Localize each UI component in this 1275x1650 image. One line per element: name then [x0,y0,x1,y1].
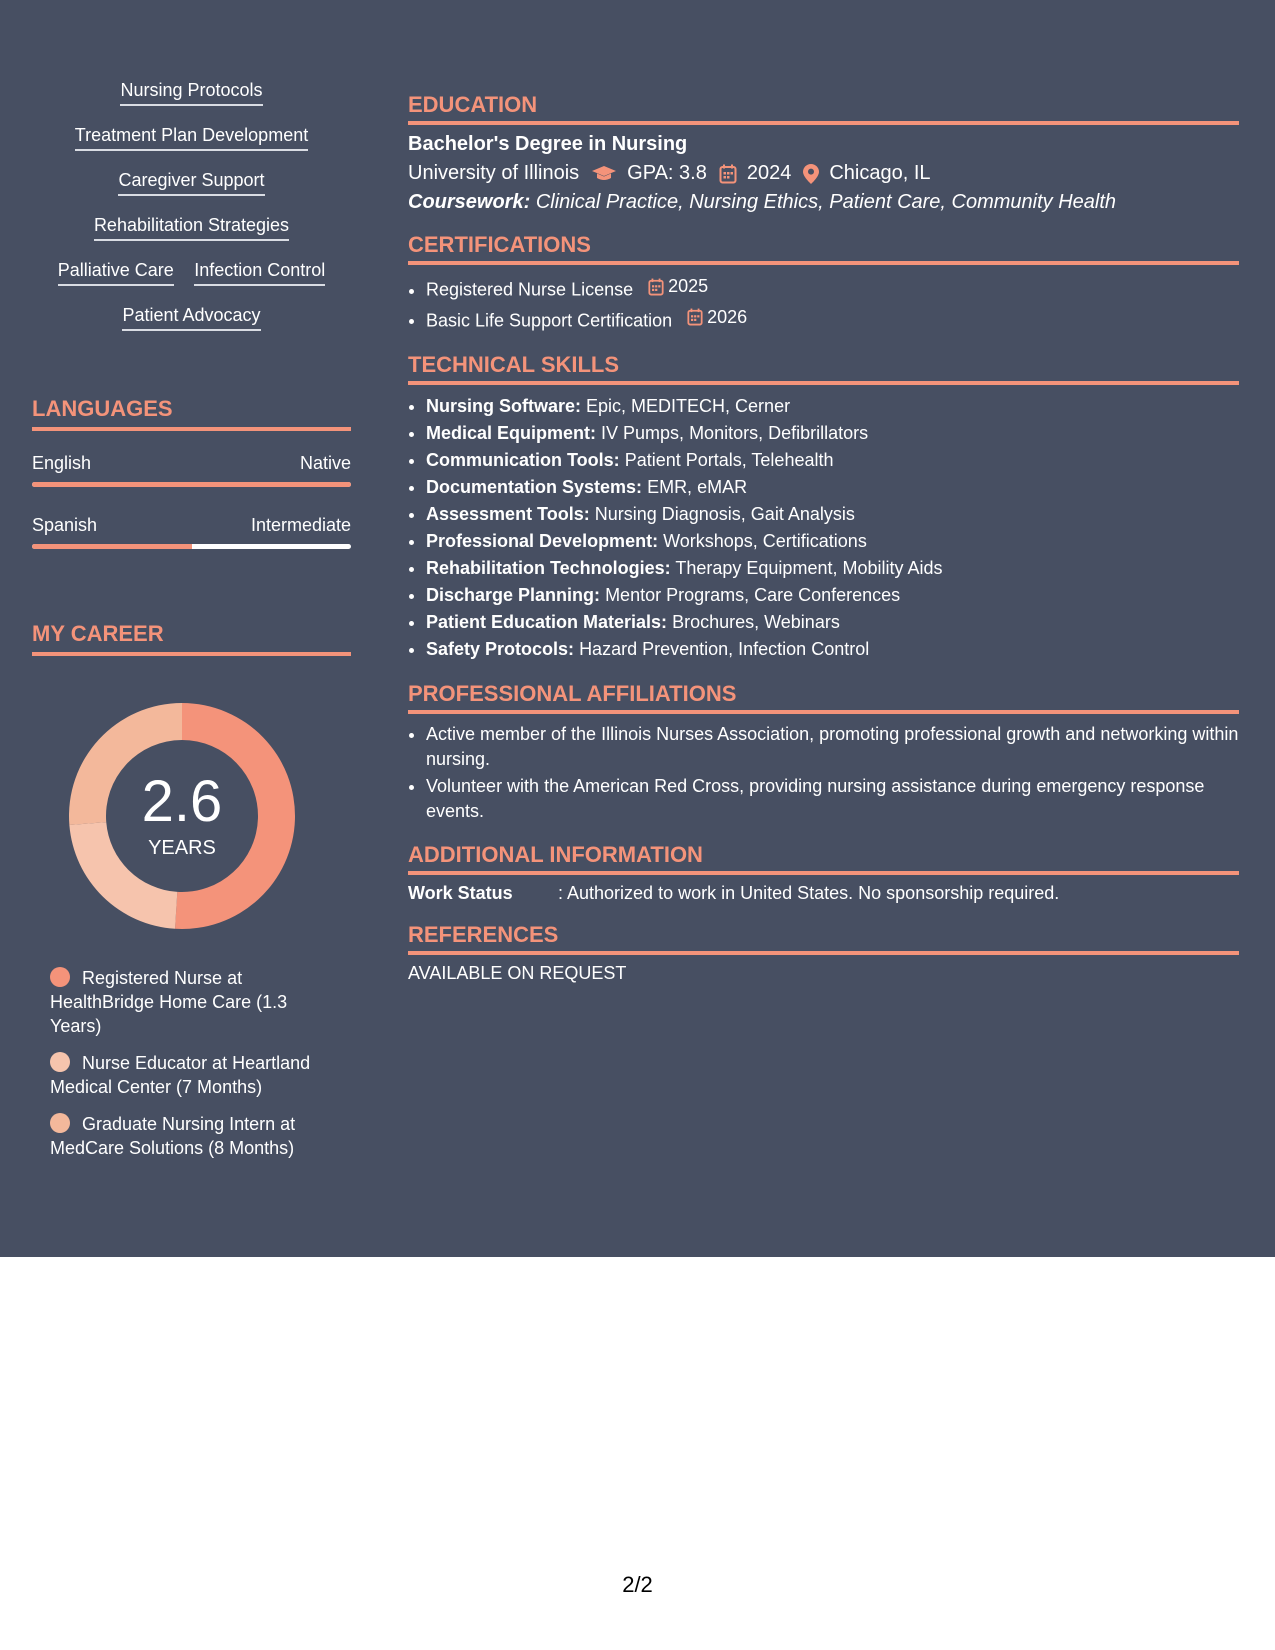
affiliations-section [408,681,1239,824]
technical-skill-item [426,609,1239,636]
certification-year: 2026 [707,306,748,327]
skill-tag: Nursing Protocols [120,80,262,106]
technical-skill-item [426,420,1239,447]
skill-category: Discharge Planning: [426,585,601,605]
work-status-row [408,883,1239,904]
calendar-icon [719,164,737,184]
legend-dot-icon [50,967,70,987]
coursework-label: Coursework: [408,191,531,213]
location-pin-icon [803,164,819,184]
legend-dot-icon [50,1052,70,1072]
languages-section [32,396,351,549]
skill-values: Brochures, Webinars [672,612,840,632]
technical-skills-section [408,352,1239,663]
language-proficiency-bar [32,482,351,487]
skill-row [32,125,351,170]
career-heading: MY CAREER [32,621,351,656]
skill-row [32,215,351,260]
coursework-list: Clinical Practice, Nursing Ethics, Patient Care, Community Health [535,191,1117,213]
references-section [408,922,1239,984]
references-text: AVAILABLE ON REQUEST [408,963,627,983]
skill-tag: Patient Advocacy [122,305,260,331]
certification-year: 2025 [668,276,709,296]
technical-skill-item [426,501,1239,528]
certification-name: Registered Nurse License [426,279,634,300]
calendar-icon [648,278,664,296]
education-section [408,92,1239,214]
technical-skill-item [426,555,1239,582]
skill-values: Workshops, Certifications [663,531,867,551]
graduation-year: 2024 [746,162,792,184]
skill-tag: Rehabilitation Strategies [94,215,289,241]
technical-skill-item [426,447,1239,474]
certification-name: Basic Life Support Certification [426,310,673,330]
skills-list [32,80,351,350]
technical-skills-heading: TECHNICAL SKILLS [408,352,1239,385]
language-level: Intermediate [250,515,351,535]
skill-category: Medical Equipment: [426,423,597,443]
career-donut-center [62,696,302,936]
skill-category: Communication Tools: [426,450,620,470]
career-total-unit: YEARS [148,836,216,859]
skill-category: Documentation Systems: [426,477,643,497]
skill-category: Safety Protocols: [426,639,575,659]
career-role-label: Nurse Educator at Heartland Medical Center (7 Months) [50,1053,311,1097]
certification-item [426,304,1239,335]
affiliation-item: • Active member of the Illinois Nurses Association, promoting professional growth and networking within nursing. [426,722,1239,772]
education-meta [408,162,1239,185]
skill-tag: Palliative Care [58,260,174,286]
career-total-years: 2.6 [141,768,223,834]
language-proficiency-bar [32,544,351,549]
technical-skill-item [426,393,1239,420]
skill-row [32,80,351,125]
career-legend-item [50,1112,340,1160]
language-item [32,453,351,487]
language-name: English [32,453,92,473]
skill-row [32,305,351,350]
page-number: 2/2 [622,1572,653,1597]
career-role-label: Graduate Nursing Intern at MedCare Solutions (8 Months) [50,1114,296,1158]
skill-row [32,260,351,305]
languages-heading: LANGUAGES [32,396,351,431]
language-proficiency-fill [32,544,192,549]
career-role-label: Registered Nurse at HealthBridge Home Care (1.3 Years) [50,968,288,1036]
additional-info-heading: ADDITIONAL INFORMATION [408,842,1239,875]
skill-row [32,170,351,215]
skill-category: Rehabilitation Technologies: [426,558,671,578]
additional-info-section [408,842,1239,904]
skill-values: IV Pumps, Monitors, Defibrillators [601,423,869,443]
skill-values: Therapy Equipment, Mobility Aids [675,558,943,578]
calendar-icon [687,308,703,326]
technical-skill-item [426,636,1239,663]
technical-skills-list [408,393,1239,663]
certifications-list [408,273,1239,334]
graduation-cap-icon [591,165,617,183]
language-proficiency-fill [32,482,351,487]
skill-category: Patient Education Materials: [426,612,668,632]
skill-values: EMR, eMAR [647,477,748,497]
skill-tag: Caregiver Support [118,170,264,196]
skill-values: Mentor Programs, Care Conferences [605,585,901,605]
skill-values: Nursing Diagnosis, Gait Analysis [594,504,855,524]
skill-category: Assessment Tools: [426,504,590,524]
references-heading: REFERENCES [408,922,1239,955]
affiliations-list [408,722,1239,824]
career-donut-chart [62,696,302,936]
skill-values: Hazard Prevention, Infection Control [579,639,870,659]
education-heading: EDUCATION [408,92,1239,125]
career-section [32,621,351,1160]
skill-values: Patient Portals, Telehealth [624,450,834,470]
language-item [32,515,351,549]
certifications-heading: CERTIFICATIONS [408,232,1239,265]
certifications-section [408,232,1239,334]
affiliations-heading: PROFESSIONAL AFFILIATIONS [408,681,1239,714]
degree-title: Bachelor's Degree in Nursing [408,133,688,155]
certification-item [426,273,1239,304]
school-name: University of Illinois [408,162,580,184]
main-content [408,92,1239,1002]
skill-values: Epic, MEDITECH, Cerner [586,396,791,416]
language-level: Native [299,453,351,473]
technical-skill-item [426,582,1239,609]
career-legend [50,966,340,1160]
school-location: Chicago, IL [829,162,931,184]
sidebar [32,80,351,1173]
technical-skill-item [426,528,1239,555]
work-status-label: Work Status [408,883,513,903]
technical-skill-item [426,474,1239,501]
affiliation-item: • Volunteer with the American Red Cross, providing nursing assistance during emergency response events. [426,774,1239,824]
skill-category: Professional Development: [426,531,659,551]
career-legend-item [50,1051,340,1099]
career-legend-item [50,966,340,1038]
skill-tag: Treatment Plan Development [75,125,308,151]
legend-dot-icon [50,1113,70,1133]
coursework [408,191,1239,214]
skill-tag: Infection Control [194,260,325,286]
gpa: GPA: 3.8 [627,162,707,184]
skill-category: Nursing Software: [426,396,582,416]
language-name: Spanish [32,515,98,535]
work-status-value: : Authorized to work in United States. No sponsorship required. [558,883,1060,903]
